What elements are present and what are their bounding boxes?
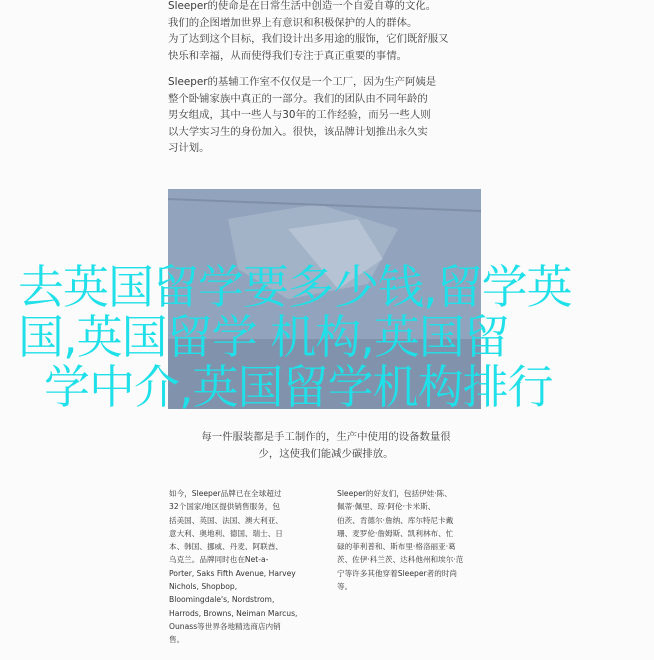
photo-caption: 每一件服装都是手工制作的，生产中使用的设备数量很 少，这使我们能减少碳排放。 <box>201 431 451 460</box>
overlay-title <box>18 262 648 412</box>
overlay-title-line-1: 去英国留学要多少钱,留学英 <box>18 260 572 314</box>
workshop-paragraph: Sleeper的基辅工作室不仅仅是一个工厂，因为生产阿姨是 整个卧铺家族中真正的一部分。我们的团队由不同年龄的 男女组成，其中一些人与30年的工作经验，而另一些人则 以大学实习生的身份加入。很快，该品牌计划推出永久实 习计划。 <box>168 76 437 155</box>
right-column-text: Sleeper的好友们，包括伊娃·陈、 佩蒂·佩里、琼·阿伦·卡米斯、 伯茨、肯德尔·詹纳、库尔特尼卡戴 珊、麦罗伦·詹姆斯、凯利林布、忙 碌的菲利普和、斯布里·格洛丽亚·葛 茨、佐伊·科兰茨、达科他州和埃尔·范 宁等许多其他穿着Sleeper者的时尚 等。 <box>337 489 464 592</box>
intro-paragraph: Sleeper的使命是在日常生活中创造一个自爱自尊的文化。 我们的企图增加世界上有意识和积极保护的人的群体。 为了达到这个目标，我们设计出多用途的服饰，它们既舒服又 快乐和幸福，从而使得我们专注于真正重要的事情。 <box>168 0 449 62</box>
left-column-text: 如今，Sleeper品牌已在全球超过 32个国家/地区提供销售服务，包 括美国、英国、法国、澳大利亚、 意大利、奥地利、德国、瑞士、日 本、韩国、挪威、丹麦、阿联酋、 乌克兰。品牌同时也在Net-a- Porter, Saks Fifth Avenue, Harvey Nichols, Shopbop, Bloomingdale's, Nordstrom, Harrods, Browns, Neiman Marcus, Ounass等世界各地精选商店内销 售。 <box>169 489 298 645</box>
overlay-title-line-3: 学中介,英国留学机构排行 <box>44 360 553 414</box>
overlay-title-line-2: 国,英国留学 机构,英国留 <box>18 310 509 364</box>
